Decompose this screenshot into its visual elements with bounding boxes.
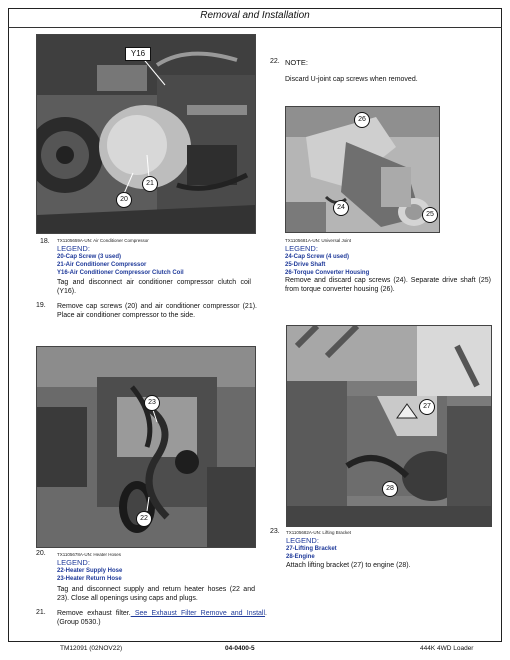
callout-26: 26 [354, 112, 370, 128]
callout-28: 28 [382, 481, 398, 497]
step-23-text: Attach lifting bracket (27) to engine (28). [286, 562, 411, 569]
callout-20: 20 [116, 192, 132, 208]
footer-page-number: 04-0400-5 [225, 645, 255, 652]
photo-heater-hoses [36, 346, 256, 548]
legend-item: 26-Torque Converter Housing [285, 270, 370, 276]
step-number-21: 21. [36, 609, 46, 616]
legend-item: 20-Cap Screw (3 used) [57, 254, 122, 260]
legend-step-18 [57, 244, 257, 277]
legend-item: 27-Lifting Bracket [286, 546, 337, 552]
footer-model: 444K 4WD Loader [420, 645, 474, 652]
step-number-19: 19. [36, 302, 46, 309]
step-number-22: 22. [270, 58, 280, 65]
step-number-18: 18. [40, 238, 50, 245]
footer-manual-id: TM12091 (02NOV22) [60, 645, 123, 652]
legend-title: LEGEND: [285, 244, 318, 253]
legend-title: LEGEND: [57, 244, 90, 253]
step-number-20: 20. [36, 550, 46, 557]
page-title: Removal and Installation [200, 10, 310, 21]
callout-23: 23 [144, 395, 160, 411]
legend-item: 21-Air Conditioner Compressor [57, 262, 147, 268]
photo-lifting-bracket [286, 325, 492, 527]
legend-item: 22-Heater Supply Hose [57, 568, 123, 574]
note-text: Discard U-joint cap screws when removed. [285, 76, 418, 83]
legend-item: 24-Cap Screw (4 used) [285, 254, 350, 260]
step-21-text-pre: Remove exhaust filter. [57, 610, 131, 617]
header-rule [8, 27, 502, 28]
step-18-text: Tag and disconnect air conditioner compressor clutch coil (Y16). [57, 279, 251, 295]
legend-universal-joint [285, 244, 495, 277]
photo-air-conditioner-compressor [36, 34, 256, 234]
legend-title: LEGEND: [286, 536, 319, 545]
callout-21: 21 [142, 176, 158, 192]
photo-universal-joint [285, 106, 440, 233]
legend-step-23 [286, 536, 496, 561]
callout-22: 22 [136, 511, 152, 527]
legend-item: Y16-Air Conditioner Compressor Clutch Coil [57, 270, 184, 276]
figure-caption-lifting-bracket: TX1105682A-UN: Lifting Bracket [286, 530, 351, 535]
legend-title: LEGEND: [57, 558, 90, 567]
step-number-23: 23. [270, 528, 280, 535]
legend-step-20 [57, 558, 257, 583]
callout-27: 27 [419, 399, 435, 415]
figure-caption-universal-joint: TX1105681A-UN: Universal Joint [285, 238, 351, 243]
figure-caption-compressor: TX1105659A-UN: Air Conditioner Compressor [57, 238, 149, 243]
exhaust-filter-link[interactable]: See Exhaust Filter Remove and Install [130, 610, 266, 617]
step-20-text: Tag and disconnect supply and return heater hoses (22 and 23). Close all openings using caps and plugs. [57, 586, 255, 602]
callout-y16: Y16 [125, 47, 151, 61]
legend-item: 28-Engine [286, 554, 315, 560]
note-label: NOTE: [285, 58, 308, 67]
step-21-text-post: . (Group 0530.) [57, 610, 267, 626]
step-19-text: Remove cap screws (20) and air conditioner compressor (21). Place air conditioner compressor to the side. [57, 303, 257, 319]
callout-24: 24 [333, 200, 349, 216]
legend-item: 23-Heater Return Hose [57, 576, 122, 582]
universal-joint-text: Remove and discard cap screws (24). Separate drive shaft (25) from torque converter housing (26). [285, 277, 491, 293]
legend-item: 25-Drive Shaft [285, 262, 326, 268]
step-21-text [57, 609, 267, 627]
figure-caption-heater-hoses: TX1105678A-UN: Heater Hoses [57, 552, 121, 557]
callout-25: 25 [422, 207, 438, 223]
